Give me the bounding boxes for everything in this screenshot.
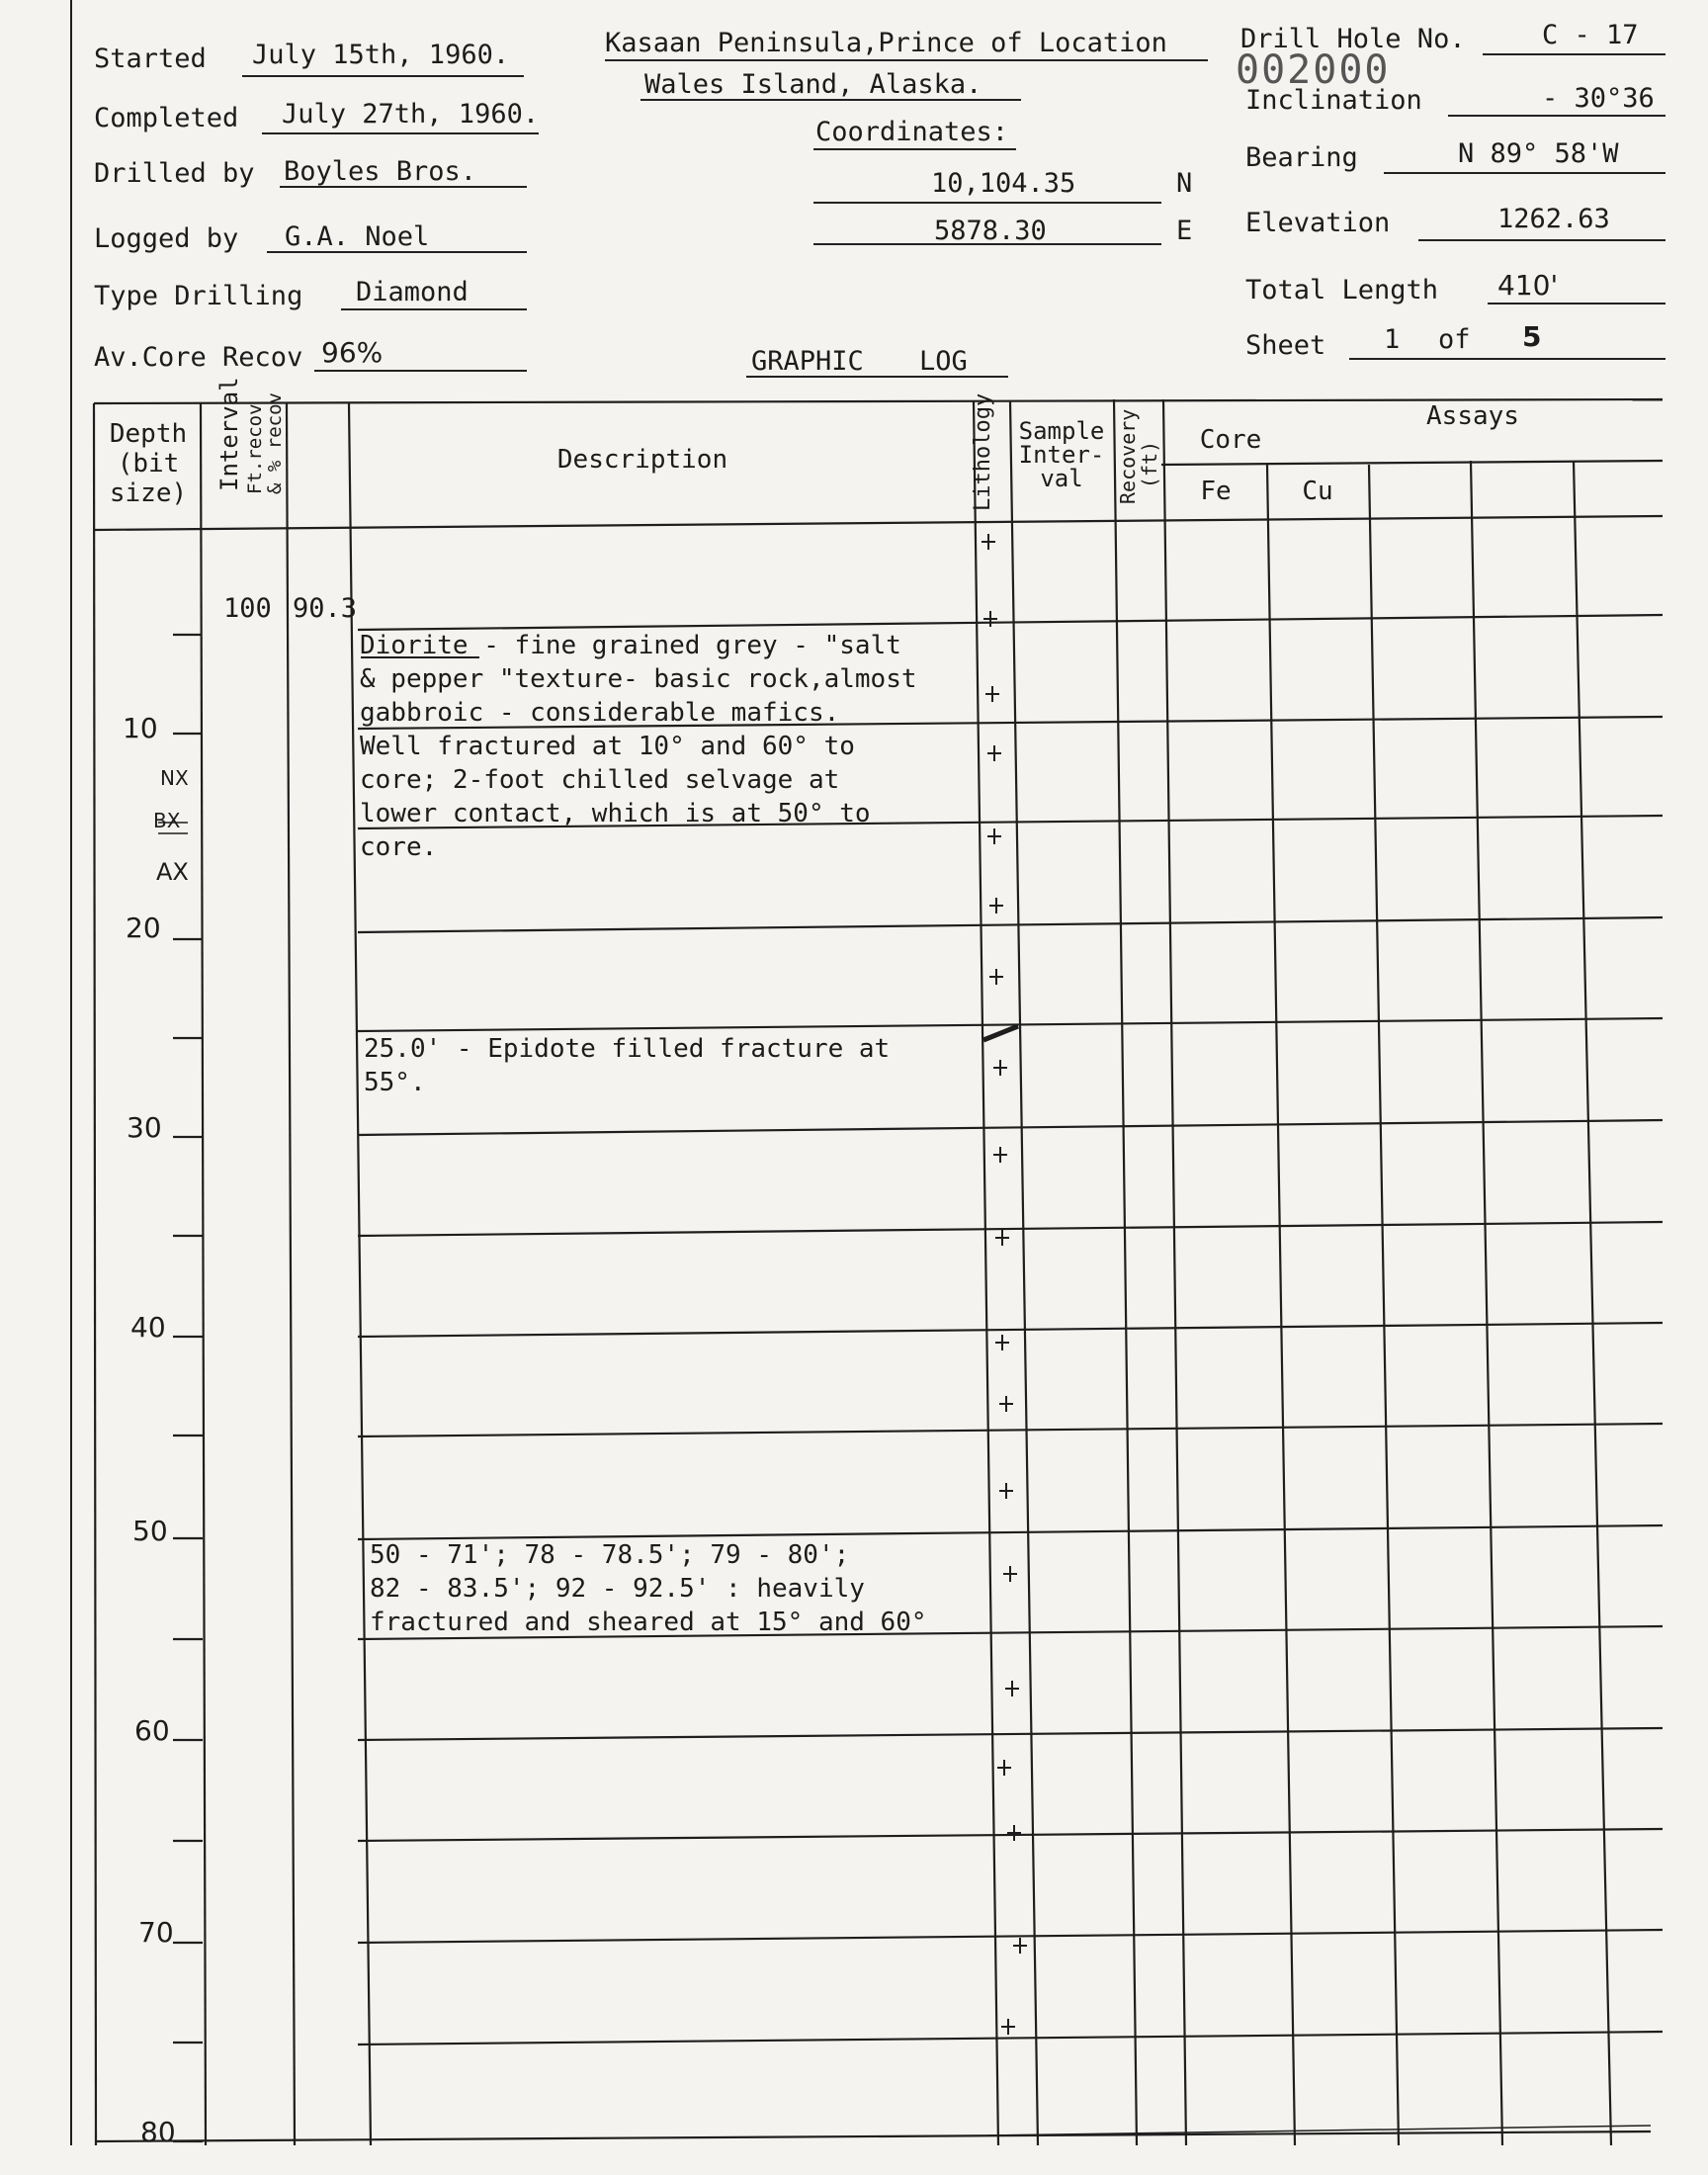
bit-size-label: NX	[160, 766, 189, 790]
type-drilling-label: Type Drilling	[94, 281, 303, 311]
depth-mark: 30	[127, 1111, 162, 1144]
inclination-value: - 30°36	[1542, 83, 1655, 114]
coordinates-label: Coordinates:	[815, 117, 1009, 147]
sheet-total: 5	[1522, 320, 1542, 353]
description-entry: Diorite - fine grained grey - "salt & pepper "texture- basic rock,almost gabbroic - considerable mafics. Well fractured at 10° and 60° to core; 2-foot chilled selvage at lower contact, which is at 50° to core.	[360, 631, 917, 862]
sheet-value: 1	[1384, 324, 1401, 355]
cu-header: Cu	[1302, 477, 1333, 506]
recov-header: Ft.recov & % recov	[244, 392, 286, 494]
total-length-label: Total Length	[1245, 275, 1439, 305]
logged-by-value: G.A. Noel	[285, 221, 430, 252]
description-entry: 50 - 71'; 78 - 78.5'; 79 - 80'; 82 - 83.5'; 92 - 92.5' : heavily fractured and sheared at 15° and 60°	[370, 1540, 927, 1637]
core-recov-value: 96%	[321, 336, 384, 369]
stamp-number: 002000	[1236, 47, 1391, 93]
lithology-header: Lithology	[971, 392, 995, 511]
completed-label: Completed	[94, 103, 239, 133]
started-value: July 15th, 1960.	[252, 40, 510, 70]
graphic-log-title: GRAPHIC LOG	[751, 346, 968, 377]
completed-value: July 27th, 1960.	[282, 99, 540, 130]
sheet-label: Sheet	[1245, 330, 1326, 361]
north-suffix: N	[1176, 168, 1193, 199]
depth-mark: 40	[130, 1311, 166, 1344]
recovery-header: Recovery (ft)	[1116, 408, 1161, 504]
depth-mark: 10	[123, 712, 158, 744]
depth-mark: 80	[140, 2116, 176, 2148]
logged-by-label: Logged by	[94, 223, 239, 254]
interval-header: Interval	[215, 377, 243, 491]
started-label: Started	[94, 44, 207, 74]
fe-header: Fe	[1200, 477, 1232, 506]
bit-size-label: BX	[153, 809, 181, 832]
core-header: Core	[1199, 425, 1262, 455]
total-length-value: 410'	[1497, 269, 1559, 302]
interval-value: 100	[223, 593, 272, 624]
description-entry: 25.0' - Epidote filled fracture at 55°.	[364, 1034, 891, 1097]
sheet-of: of	[1438, 324, 1471, 355]
description-header: Description	[556, 445, 728, 475]
depth-mark: 70	[138, 1916, 174, 1949]
elevation-label: Elevation	[1245, 208, 1391, 238]
depth-mark: 20	[126, 912, 161, 944]
location-line2: Wales Island, Alaska.	[644, 69, 982, 100]
east-value: 5878.30	[934, 216, 1047, 246]
recov-value: 90.3	[293, 593, 358, 624]
inclination-label: Inclination	[1245, 85, 1422, 116]
assays-header: Assays	[1426, 401, 1519, 431]
drill-hole-label: Drill Hole No.	[1240, 24, 1466, 54]
depth-header: Depth (bit size)	[109, 419, 188, 508]
drill-hole-value: C - 17	[1542, 20, 1639, 50]
depth-mark: 60	[134, 1714, 170, 1747]
north-value: 10,104.35	[931, 168, 1076, 199]
drilled-by-label: Drilled by	[94, 158, 255, 189]
sample-interval-header: Sample Inter- val	[1018, 417, 1105, 492]
drilled-by-value: Boyles Bros.	[284, 156, 477, 187]
location-line1: Kasaan Peninsula,Prince of Location	[605, 28, 1167, 58]
bearing-value: N 89° 58'W	[1458, 138, 1619, 169]
type-drilling-value: Diamond	[356, 277, 469, 307]
elevation-value: 1262.63	[1497, 204, 1610, 234]
rock-name: Diorite	[360, 631, 469, 660]
bit-size-label: AX	[156, 858, 189, 886]
bearing-label: Bearing	[1245, 142, 1358, 173]
core-recov-label: Av.Core Recov	[94, 342, 303, 373]
east-suffix: E	[1176, 216, 1193, 246]
depth-mark: 50	[132, 1515, 168, 1547]
